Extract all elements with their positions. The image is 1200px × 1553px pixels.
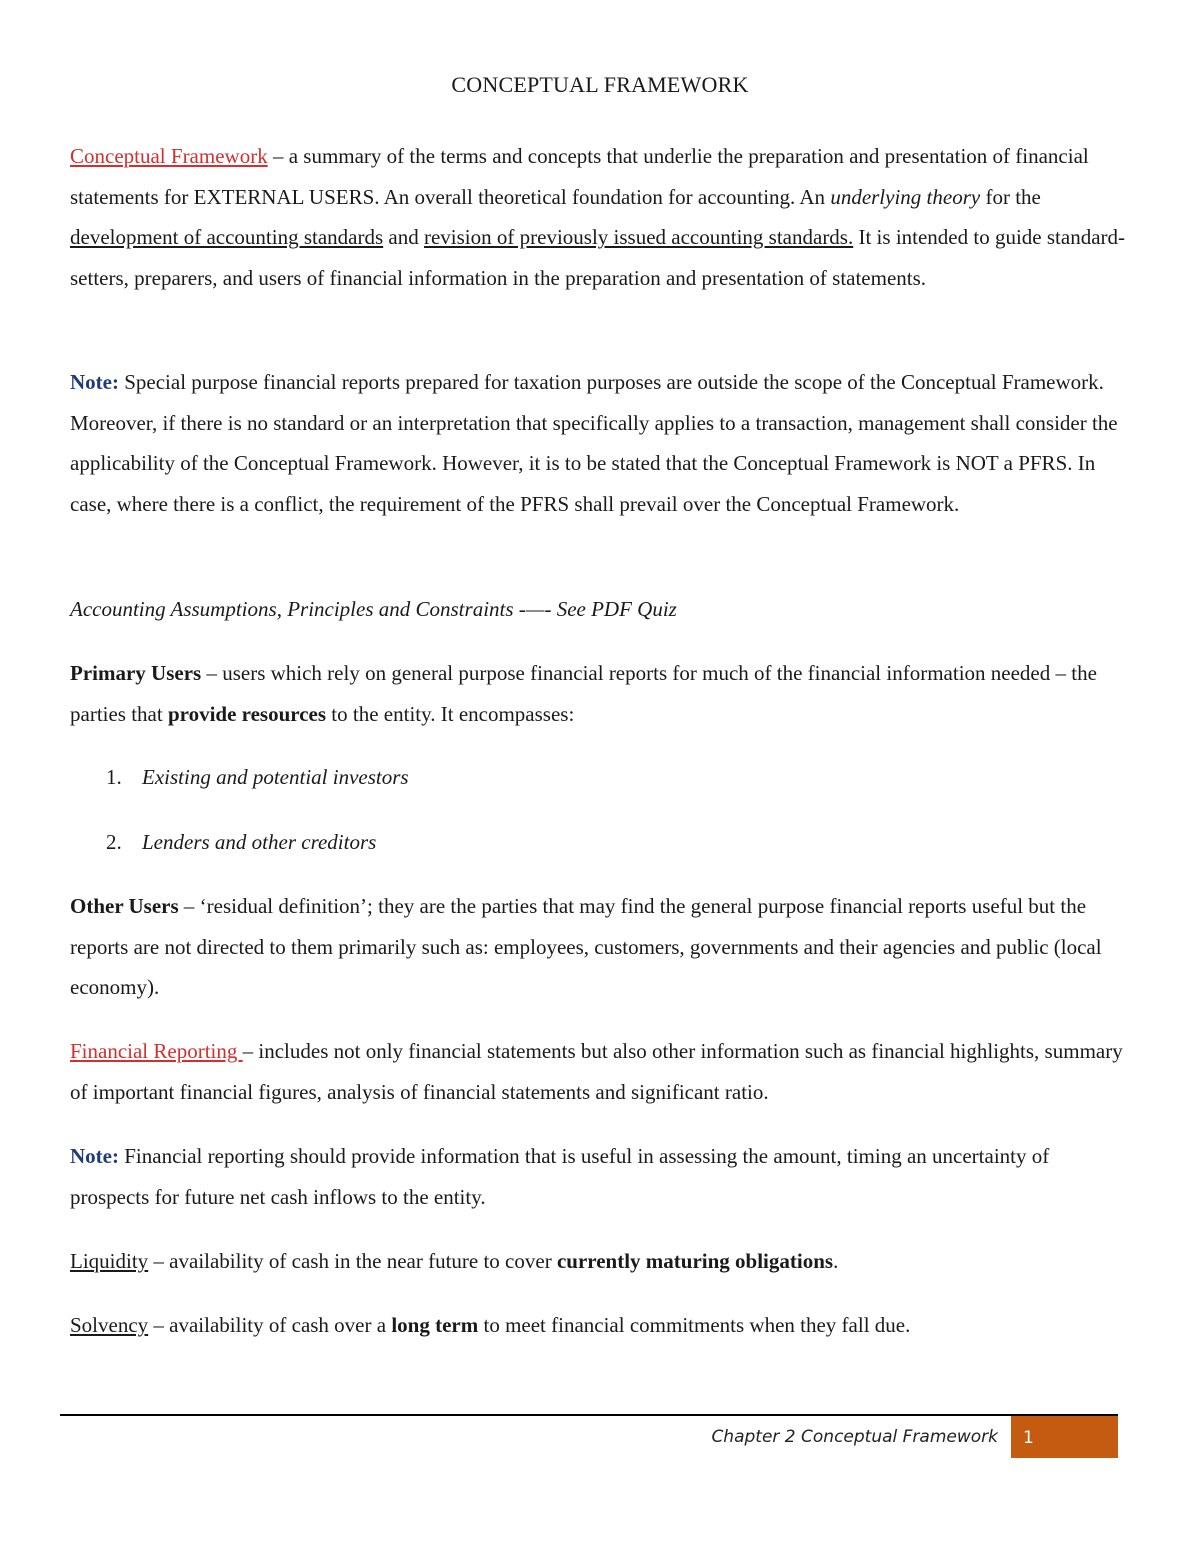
footer-chapter-title: Chapter 2 Conceptual Framework [711, 1427, 998, 1447]
list-item: 2. Lenders and other creditors [106, 830, 377, 854]
page-number: 1 [1011, 1416, 1118, 1458]
note-label: Note: [70, 370, 119, 394]
primary-users-label: Primary Users [70, 661, 202, 685]
liquidity-term: Liquidity [70, 1249, 149, 1273]
note-paragraph-1: Note: Special purpose financial reports prepared for taxation purposes are outside the scope of the Conceptual Framework. Moreover, if there is no standard or an interpretation that specifically applies to a transaction, management shall consider the applicability of the Conceptual Framework. However, it is to be stated that the Conceptual Framework is NOT a PFRS. In case, where there is a conflict, the requirement of the PFRS shall prevail over the Conceptual Framework. [70, 370, 1118, 517]
list-item: 1. Existing and potential investors [106, 765, 409, 789]
conceptual-framework-paragraph: Conceptual Framework – a summary of the terms and concepts that underlie the preparation and presentation of financial statements for EXTERNAL USERS. An overall theoretical foundation for accounting. An underlying theory for the development of accounting standards and revision of previously issued accounting standards. It is intended to guide standard-setters, preparers, and users of financial information in the preparation and presentation of statements. [70, 144, 1126, 291]
liquidity-paragraph: Liquidity – availability of cash in the near future to cover currently maturing obligations. [70, 1249, 839, 1273]
other-users-label: Other Users [70, 894, 179, 918]
solvency-paragraph: Solvency – availability of cash over a long term to meet financial commitments when they fall due. [70, 1313, 911, 1337]
note-label: Note: [70, 1144, 119, 1168]
note-paragraph-2: Note: Financial reporting should provide information that is useful in assessing the amount, timing an uncertainty of prospects for future net cash inflows to the entity. [70, 1144, 1050, 1209]
financial-reporting-term: Financial Reporting [70, 1039, 243, 1063]
page-title: CONCEPTUAL FRAMEWORK [451, 72, 749, 97]
financial-reporting-paragraph: Financial Reporting – includes not only financial statements but also other information such as financial highlights, summary of important financial figures, analysis of financial statements and significant ratio. [70, 1039, 1123, 1104]
primary-users-paragraph: Primary Users – users which rely on general purpose financial reports for much of the financial information needed – the parties that provide resources to the entity. It encompasses: [70, 661, 1097, 726]
footer-divider [60, 1414, 1118, 1416]
conceptual-framework-term: Conceptual Framework [70, 144, 268, 168]
solvency-term: Solvency [70, 1313, 149, 1337]
other-users-paragraph: Other Users – ‘residual definition’; they are the parties that may find the general purpose financial reports useful but the reports are not directed to them primarily such as: employees, customers, governments and their agencies and public (local economy). [70, 894, 1102, 1000]
assumptions-line: Accounting Assumptions, Principles and Constraints -—- See PDF Quiz [70, 597, 677, 621]
